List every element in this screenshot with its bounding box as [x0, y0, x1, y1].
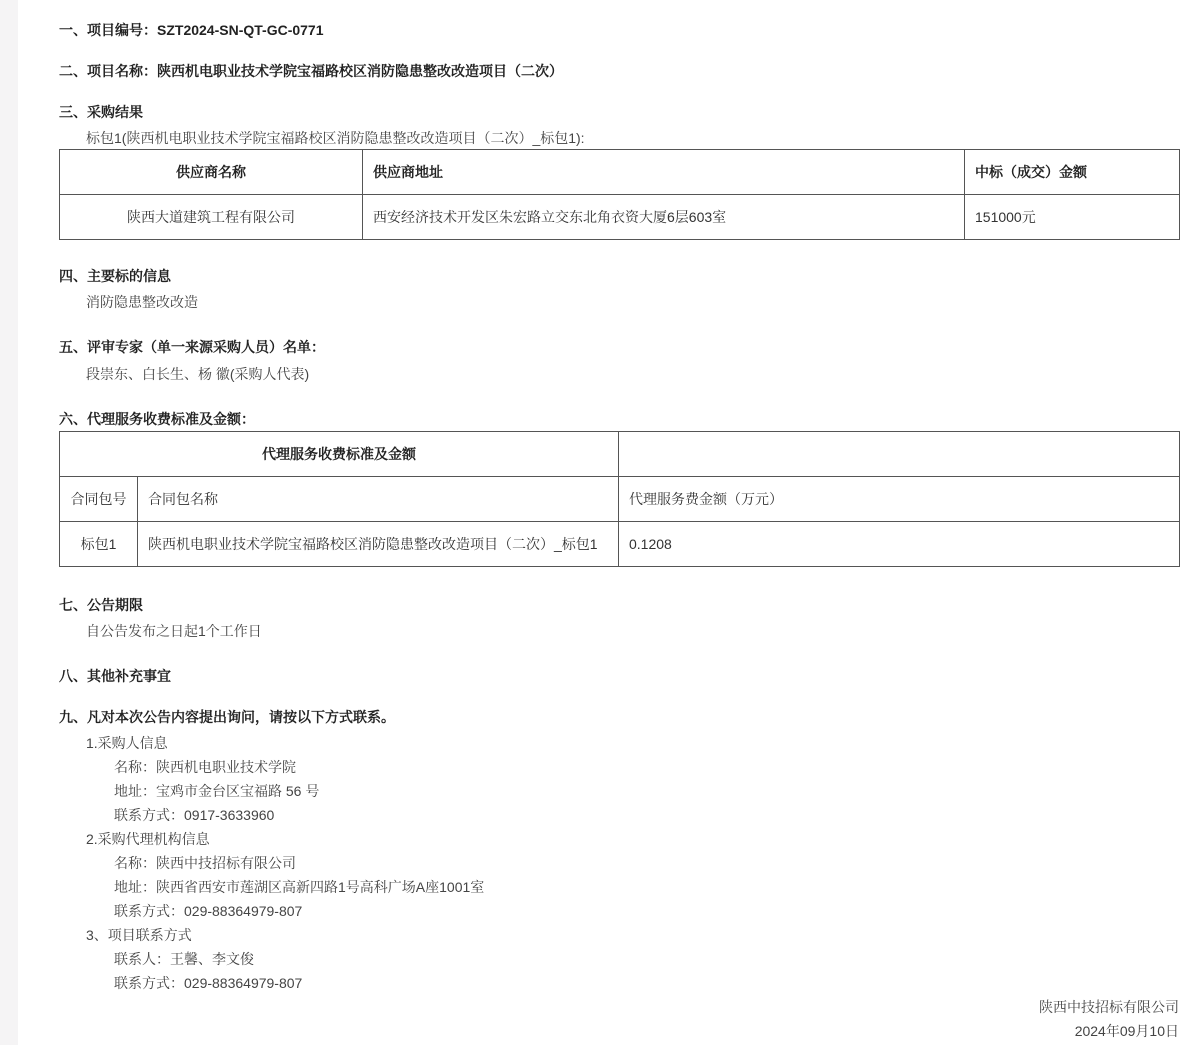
- table-header-row: [60, 477, 1180, 522]
- header-lot-number: 合同包号: [60, 477, 138, 522]
- fee-table-title: 代理服务收费标准及金额: [60, 432, 619, 477]
- header-supplier-address: 供应商地址: [363, 150, 965, 195]
- main-subject-text: 消防隐患整改改造: [86, 294, 198, 310]
- agency-fee-heading: 六、代理服务收费标准及金额：: [59, 411, 255, 427]
- footer-company: 陕西中技招标有限公司: [1039, 999, 1179, 1015]
- fee-title-row: [60, 432, 1180, 477]
- table-header-row: [60, 150, 1180, 195]
- cell-supplier-address: 西安经济技术开发区朱宏路立交东北角衣资大厦6层603室: [363, 195, 965, 240]
- purchaser-info-title: 1.采购人信息: [86, 735, 168, 751]
- agency-name: 名称：陕西中技招标有限公司: [114, 855, 296, 871]
- lot-subtitle: 标包1(陕西机电职业技术学院宝福路校区消防隐患整改改造项目（二次）_标包1):: [86, 130, 585, 146]
- main-subject-heading: 四、主要标的信息: [59, 268, 171, 284]
- project-contact-phone: 联系方式：029-88364979-807: [114, 975, 303, 991]
- cell-fee-amount: 0.1208: [619, 522, 1180, 567]
- experts-heading: 五、评审专家（单一来源采购人员）名单：: [59, 339, 325, 355]
- footer-date: 2024年09月10日: [1074, 1023, 1179, 1039]
- notice-period-text: 自公告发布之日起1个工作日: [86, 623, 262, 639]
- header-lot-name: 合同包名称: [138, 477, 619, 522]
- header-fee-amount: 代理服务费金额（万元）: [619, 477, 1180, 522]
- other-matters-heading: 八、其他补充事宜: [59, 668, 171, 684]
- project-name-heading: 二、项目名称：陕西机电职业技术学院宝福路校区消防隐患整改改造项目（二次）: [59, 63, 563, 79]
- purchaser-phone: 联系方式：0917-3633960: [114, 807, 275, 823]
- cell-award-amount: 151000元: [965, 195, 1180, 240]
- cell-lot-name: 陕西机电职业技术学院宝福路校区消防隐患整改改造项目（二次）_标包1: [138, 522, 619, 567]
- header-supplier-name: 供应商名称: [60, 150, 363, 195]
- purchaser-address: 地址：宝鸡市金台区宝福路 56 号: [114, 783, 320, 799]
- header-award-amount: 中标（成交）金额: [965, 150, 1180, 195]
- agency-phone: 联系方式：029-88364979-807: [114, 903, 303, 919]
- project-number-heading: 一、项目编号：SZT2024-SN-QT-GC-0771: [59, 22, 324, 38]
- left-gutter: [0, 0, 18, 1045]
- table-row: [60, 195, 1180, 240]
- fee-table: [59, 431, 1180, 567]
- project-contact-title: 3、项目联系方式: [86, 927, 192, 943]
- fee-table-title-right: [619, 432, 1180, 477]
- cell-supplier-name: 陕西大道建筑工程有限公司: [60, 195, 363, 240]
- agency-info-title: 2.采购代理机构信息: [86, 831, 210, 847]
- agency-address: 地址：陕西省西安市莲湖区高新四路1号高科广场A座1001室: [114, 879, 485, 895]
- table-row: [60, 522, 1180, 567]
- purchaser-name: 名称：陕西机电职业技术学院: [114, 759, 296, 775]
- procurement-result-heading: 三、采购结果: [59, 104, 143, 120]
- notice-period-heading: 七、公告期限: [59, 597, 143, 613]
- cell-lot-number: 标包1: [60, 522, 138, 567]
- project-contact-person: 联系人：王馨、李文俊: [114, 951, 254, 967]
- contact-heading: 九、凡对本次公告内容提出询问，请按以下方式联系。: [59, 709, 395, 725]
- result-table: [59, 149, 1180, 240]
- experts-list: 段崇东、白长生、杨 徽(采购人代表): [86, 366, 310, 382]
